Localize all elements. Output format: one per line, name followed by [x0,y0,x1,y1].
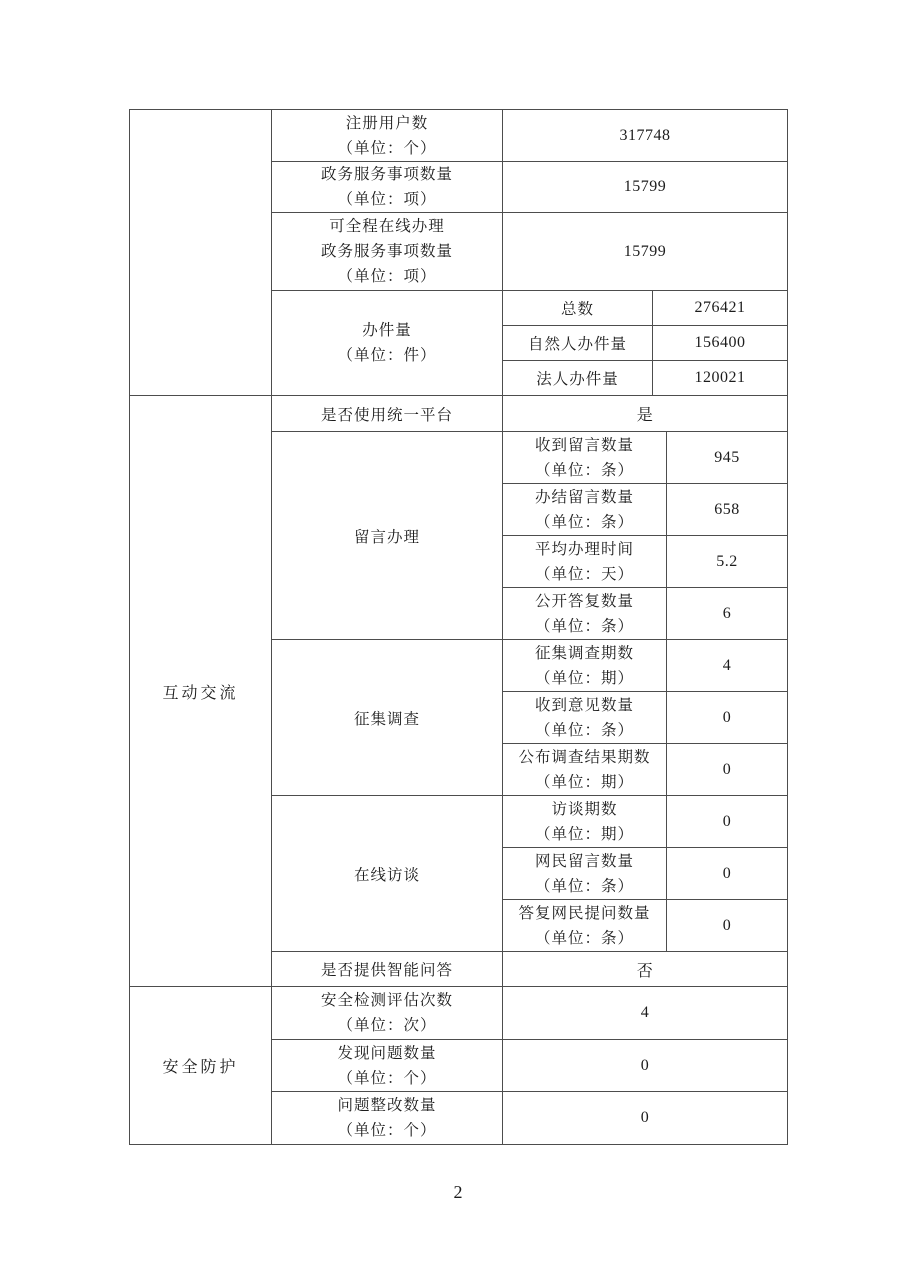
value-cell-service-items: 15799 [503,162,788,213]
label-text: 可全程在线办理 [329,218,445,235]
label-text: 办件量 [362,322,412,339]
value-cell-reg-users: 317748 [503,110,788,162]
label-cell-reg-users [272,110,503,162]
sublabel-cell-interview-netizen-messages [503,848,667,900]
label-text: 访谈期数 [551,800,618,818]
sublabel-cell-survey-opinions [503,692,667,744]
sublabel-cell-msg-public-replies [503,588,667,640]
label-text: 问题整改数量 [337,1097,437,1114]
sublabel-cell-msg-completed [503,484,667,536]
label-cell-service-items [272,162,503,213]
value-cell-natural: 156400 [653,326,788,361]
page-number: 2 [453,1182,463,1202]
category-cell-security: 安全防护 [130,987,272,1145]
unit-text: （单位：个） [337,1122,437,1139]
group-cell-handled [272,291,503,396]
label-text: 政务服务事项数量 [320,166,453,183]
value-cell-msg-received: 945 [667,432,788,484]
label-text: 注册用户数 [345,114,429,132]
value-cell-online-items: 15799 [503,213,788,291]
sublabel-cell-total: 总数 [503,291,653,326]
value-cell-total: 276421 [653,291,788,326]
value-cell-msg-avg-time: 5.2 [667,536,788,588]
label-text: 征集调查期数 [534,644,634,662]
label-cell-assessments [272,987,503,1040]
unit-text: （单位：条） [534,877,634,895]
value-cell-interview-netizen-messages: 0 [667,848,788,900]
label-text: 政务服务事项数量 [320,243,453,260]
unit-text: （单位：条） [534,929,634,947]
unit-text: （单位：条） [534,513,634,531]
value-cell-problems-fixed: 0 [503,1092,788,1145]
unit-text: （单位：期） [534,825,634,843]
label-cell-problems-found [272,1040,503,1092]
label-cell-online-items [272,213,503,291]
value-cell-survey-results: 0 [667,744,788,796]
unit-text: （单位：个） [337,1069,437,1087]
sublabel-cell-legal: 法人办件量 [503,361,653,396]
label-cell-smart-qa: 是否提供智能问答 [272,952,503,987]
label-text: 答复网民提问数量 [518,904,651,922]
label-cell-unified-platform: 是否使用统一平台 [272,396,503,432]
unit-text: （单位：期） [534,669,634,687]
group-cell-surveys: 征集调查 [272,640,503,796]
report-table [129,109,788,1145]
unit-text: （单位：项） [337,268,437,285]
value-cell-interview-replies: 0 [667,900,788,952]
label-text: 网民留言数量 [534,852,634,870]
label-text: 安全检测评估次数 [320,992,453,1009]
value-cell-msg-public-replies: 6 [667,588,788,640]
group-cell-messages: 留言办理 [272,432,503,640]
table-row [130,110,788,162]
value-cell-interview-periods: 0 [667,796,788,848]
value-cell-unified-platform: 是 [503,396,788,432]
unit-text: （单位：个） [337,139,437,157]
table-row [130,396,788,432]
unit-text: （单位：次） [337,1017,437,1034]
unit-text: （单位：期） [534,773,634,791]
value-cell-smart-qa: 否 [503,952,788,987]
category-cell-blank [130,110,272,396]
sublabel-cell-msg-avg-time [503,536,667,588]
value-cell-msg-completed: 658 [667,484,788,536]
label-text: 平均办理时间 [534,540,634,558]
value-cell-assessments: 4 [503,987,788,1040]
unit-text: （单位：件） [337,347,437,364]
label-text: 发现问题数量 [337,1044,437,1062]
value-cell-legal: 120021 [653,361,788,396]
category-cell-interaction: 互动交流 [130,396,272,987]
value-cell-survey-opinions: 0 [667,692,788,744]
unit-text: （单位：项） [337,191,437,208]
group-cell-interviews: 在线访谈 [272,796,503,952]
label-text: 办结留言数量 [534,488,634,506]
label-text: 收到留言数量 [534,436,634,454]
sublabel-cell-interview-replies [503,900,667,952]
unit-text: （单位：条） [534,461,634,479]
label-text: 收到意见数量 [534,696,634,714]
sublabel-cell-survey-periods [503,640,667,692]
value-cell-survey-periods: 4 [667,640,788,692]
unit-text: （单位：条） [534,721,634,739]
label-text: 公开答复数量 [534,592,634,610]
unit-text: （单位：条） [534,617,634,635]
sublabel-cell-survey-results [503,744,667,796]
label-text: 公布调查结果期数 [518,748,651,766]
sublabel-cell-natural: 自然人办件量 [503,326,653,361]
table-row [130,987,788,1040]
sublabel-cell-msg-received [503,432,667,484]
value-cell-problems-found: 0 [503,1040,788,1092]
sublabel-cell-interview-periods [503,796,667,848]
unit-text: （单位：天） [534,565,634,583]
label-cell-problems-fixed [272,1092,503,1145]
